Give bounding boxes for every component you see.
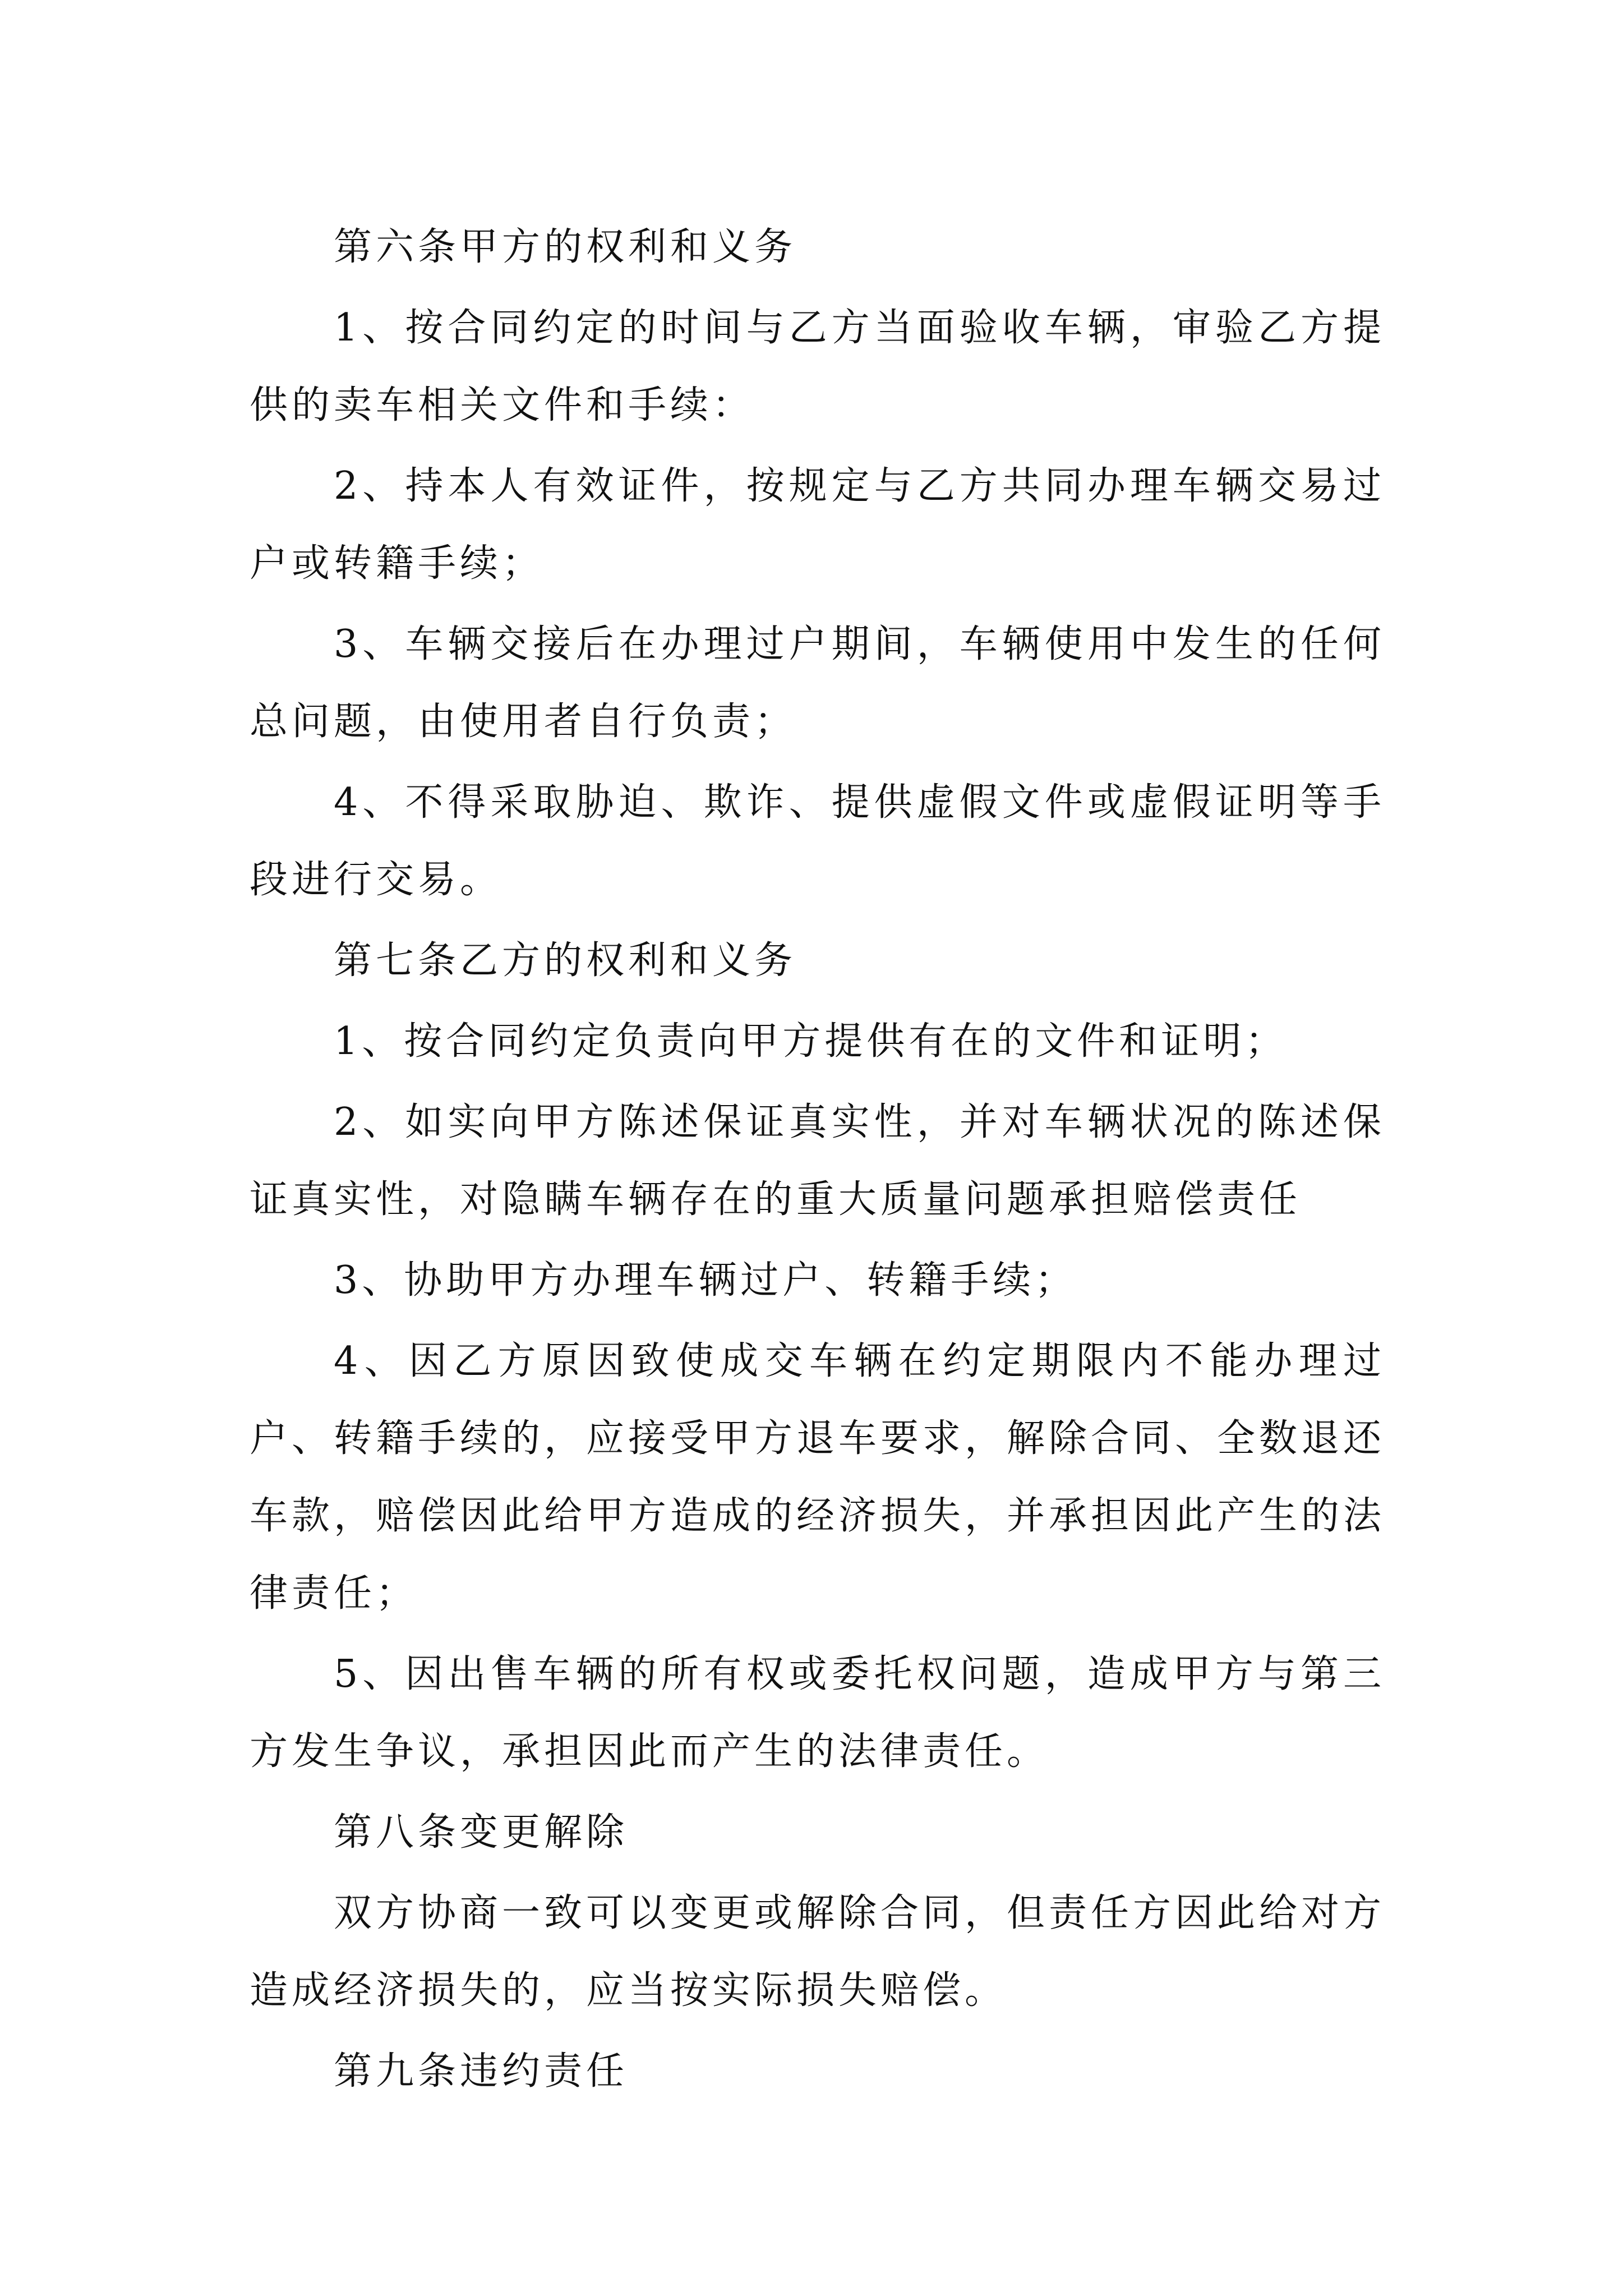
article-7-item-5: 5、因出售车辆的所有权或委托权问题，造成甲方与第三方发生争议，承担因此而产生的法律责任。 <box>250 1652 1385 1774</box>
article-7-item-4: 4、因乙方原因致使成交车辆在约定期限内不能办理过户、转籍手续的，应接受甲方退车要求，解除合同、全数退还车款，赔偿因此给甲方造成的经济损失，并承担因此产生的法律责任； <box>250 1339 1386 1616</box>
article-9-heading: 第九条违约责任 <box>334 2049 629 2093</box>
article-8-heading: 第八条变更解除 <box>334 1810 629 1855</box>
article-6-heading: 第六条甲方的权利和义务 <box>334 225 797 269</box>
document-body <box>250 209 1385 2110</box>
article-8-body: 双方协商一致可以变更或解除合同，但责任方因此给对方造成经济损失的，应当按实际损失赔偿。 <box>250 1891 1386 2013</box>
article-7-item-1: 1、按合同约定负责向甲方提供有在的文件和证明； <box>334 1019 1288 1064</box>
article-6-item-2: 2、持本人有效证件，按规定与乙方共同办理车辆交易过户或转籍手续； <box>250 464 1385 586</box>
article-7-item-2: 2、如实向甲方陈述保证真实性，并对车辆状况的陈述保证真实性，对隐瞒车辆存在的重大质量问题承担赔偿责任 <box>250 1100 1385 1222</box>
article-6-item-4: 4、不得采取胁迫、欺诈、提供虚假文件或虚假证明等手段进行交易。 <box>250 780 1385 902</box>
article-6-item-3: 3、车辆交接后在办理过户期间，车辆使用中发生的任何总问题，由使用者自行负责； <box>250 622 1385 744</box>
article-6-item-1: 1、按合同约定的时间与乙方当面验收车辆，审验乙方提供的卖车相关文件和手续： <box>250 306 1385 427</box>
article-7-item-3: 3、协助甲方办理车辆过户、转籍手续； <box>334 1258 1077 1303</box>
article-7-heading: 第七条乙方的权利和义务 <box>334 938 797 983</box>
